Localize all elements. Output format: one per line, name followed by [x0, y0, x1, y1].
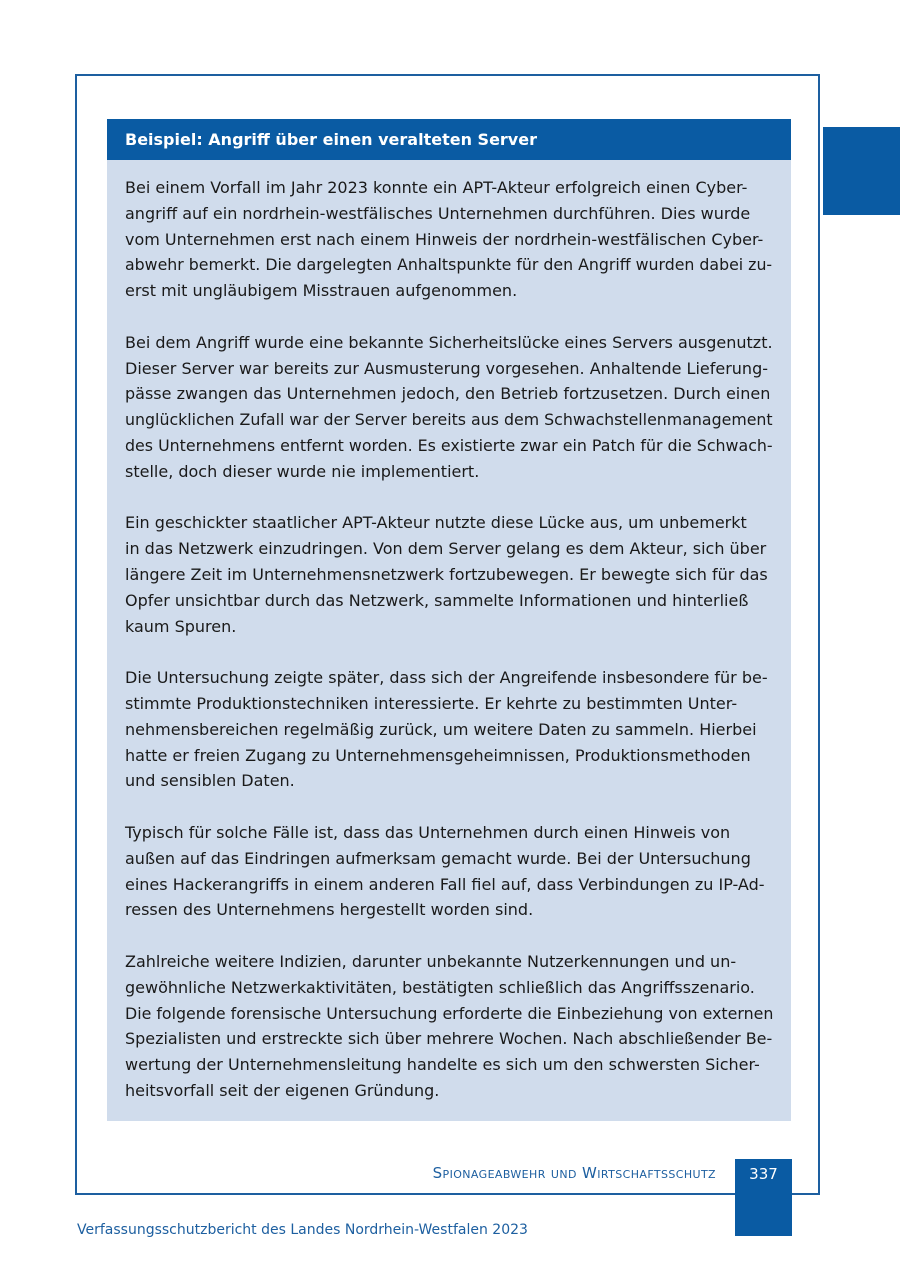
example-box-title: Beispiel: Angriff über einen veralteten Server	[107, 119, 791, 160]
text-line: vom Unternehmen erst nach einem Hinweis der nordrhein-westfälischen Cyber-	[125, 229, 764, 249]
example-box-body	[107, 160, 791, 1121]
footer-section-title: Spionageabwehr und Wirtschaftsschutz	[432, 1164, 716, 1182]
page-number-tab	[735, 1159, 792, 1236]
paragraph-4	[125, 665, 773, 794]
paragraph-1	[125, 175, 773, 304]
text-line: Typisch für solche Fälle ist, dass das Unternehmen durch einen Hinweis von	[125, 822, 731, 842]
text-line: unglücklichen Zufall war der Server bereits aus dem Schwachstellenmanagement	[125, 410, 773, 430]
chapter-tab	[823, 127, 900, 215]
text-line: gewöhnliche Netzwerkaktivitäten, bestätigten schließlich das Angriffsszenario.	[125, 977, 755, 997]
footer-report-title: Verfassungsschutzbericht des Landes Nordrhein-Westfalen 2023	[77, 1222, 528, 1238]
text-line: Bei dem Angriff wurde eine bekannte Sicherheitslücke eines Servers ausgenutzt.	[125, 332, 773, 352]
text-line: Zahlreiche weitere Indizien, darunter unbekannte Nutzerkennungen und un-	[125, 951, 737, 971]
text-line: pässe zwangen das Unternehmen jedoch, den Betrieb fortzusetzen. Durch einen	[125, 384, 771, 404]
text-line: stelle, doch dieser wurde nie implementiert.	[125, 461, 480, 481]
text-line: Opfer unsichtbar durch das Netzwerk, sammelte Informationen und hinterließ	[125, 590, 749, 610]
text-line: Die Untersuchung zeigte später, dass sich der Angreifende insbesondere für be-	[125, 668, 768, 688]
text-line: abwehr bemerkt. Die dargelegten Anhaltspunkte für den Angriff wurden dabei zu-	[125, 255, 773, 275]
text-line: heitsvorfall seit der eigenen Gründung.	[125, 1080, 440, 1100]
text-line: kaum Spuren.	[125, 616, 237, 636]
text-line: des Unternehmens entfernt worden. Es existierte zwar ein Patch für die Schwach-	[125, 435, 773, 455]
text-line: längere Zeit im Unternehmensnetzwerk fortzubewegen. Er bewegte sich für das	[125, 564, 768, 584]
text-line: angriff auf ein nordrhein-westfälisches Unternehmen durchführen. Dies wurde	[125, 203, 751, 223]
text-line: Ein geschickter staatlicher APT-Akteur nutzte diese Lücke aus, um unbemerkt	[125, 513, 747, 533]
paragraph-3	[125, 510, 773, 639]
text-line: Spezialisten und erstreckte sich über mehrere Wochen. Nach abschließender Be-	[125, 1029, 773, 1049]
text-line: außen auf das Eindringen aufmerksam gemacht wurde. Bei der Untersuchung	[125, 848, 751, 868]
text-line: erst mit ungläubigem Misstrauen aufgenommen.	[125, 281, 518, 301]
text-line: und sensiblen Daten.	[125, 771, 295, 791]
page-number: 337	[749, 1165, 778, 1183]
paragraph-2	[125, 330, 773, 485]
text-line: Bei einem Vorfall im Jahr 2023 konnte ein APT-Akteur erfolgreich einen Cyber-	[125, 178, 748, 197]
text-line: stimmte Produktionstechniken interessierte. Er kehrte zu bestimmten Unter-	[125, 693, 738, 713]
text-line: eines Hackerangriffs in einem anderen Fall fiel auf, dass Verbindungen zu IP-Ad-	[125, 874, 765, 894]
paragraph-6	[125, 949, 773, 1104]
text-line: ressen des Unternehmens hergestellt worden sind.	[125, 900, 534, 920]
text-line: Die folgende forensische Untersuchung erforderte die Einbeziehung von externen	[125, 1003, 774, 1023]
text-line: wertung der Unternehmensleitung handelte es sich um den schwersten Sicher-	[125, 1055, 760, 1075]
text-line: Dieser Server war bereits zur Ausmusterung vorgesehen. Anhaltende Lieferung-	[125, 358, 768, 378]
text-line: hatte er freien Zugang zu Unternehmensgeheimnissen, Produktionsmethoden	[125, 745, 751, 765]
paragraph-5	[125, 820, 773, 923]
text-line: in das Netzwerk einzudringen. Von dem Server gelang es dem Akteur, sich über	[125, 539, 767, 559]
text-line: nehmensbereichen regelmäßig zurück, um weitere Daten zu sammeln. Hierbei	[125, 719, 757, 739]
